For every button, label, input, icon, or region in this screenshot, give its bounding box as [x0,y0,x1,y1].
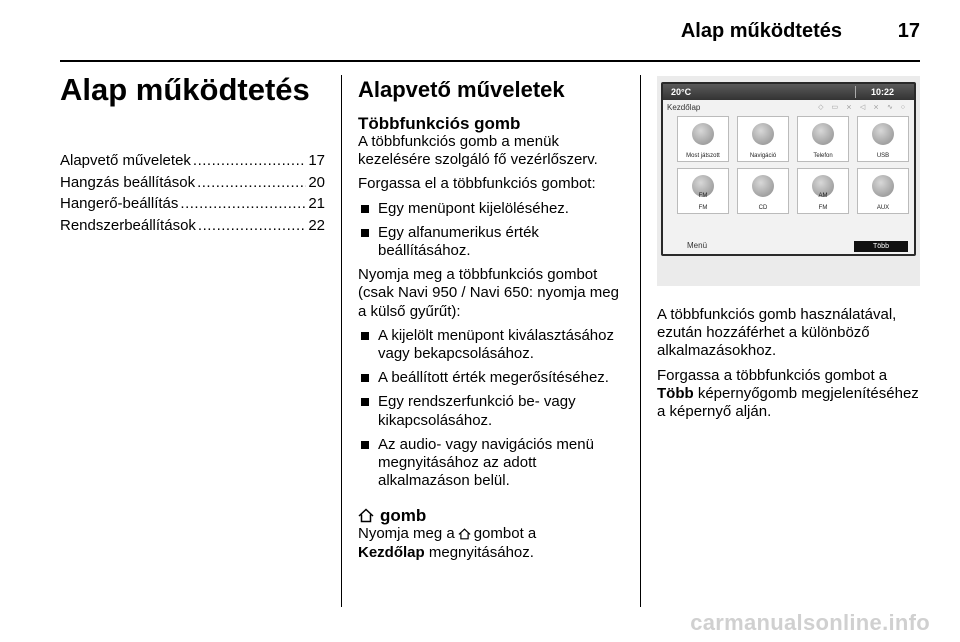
tile-badge: AM [818,193,828,199]
multifunction-intro: A többfunkciós gomb a menük kezelésére szolgáló fő vezérlőszerv. [358,133,598,169]
more-button-paragraph [657,367,920,422]
bullet-text: A kijelölt menüpont kiválasztásához vagy bekapcsolásához. [378,326,614,363]
bullet-item [358,327,628,363]
toc-entry[interactable] [60,150,325,172]
right-column [657,76,920,421]
home-button-text [358,525,628,561]
bullet-text: A beállított érték megerősítéséhez. [378,369,609,387]
bullet-text: Egy menüpont kijelöléséhez. [378,199,569,217]
tile-label: FM [698,205,708,211]
home-bold-word: Kezdőlap [358,543,425,561]
paragraph-text: képernyőgomb megjelenítéséhez a képernyő alján. [657,384,919,421]
temperature-readout: 20°C [671,87,692,97]
bullet-text: Az audio- vagy navigációs menü megnyitásához az adott alkalmazáson belül. [378,435,594,490]
bullet-item [358,200,628,218]
page-number: 17 [897,20,920,42]
main-column [358,76,628,562]
column-divider-2 [640,75,641,607]
bullet-item [358,393,628,429]
bullet-square-icon [361,398,369,406]
tile-cd[interactable] [737,168,789,214]
aux-icon [872,175,894,197]
tile-label: Telefon [813,153,833,159]
bullet-item [358,224,628,260]
more-button[interactable]: Több [854,241,908,252]
toc-entry-page: 17 [308,152,325,169]
toc-entry-page: 22 [308,216,325,234]
bullet-square-icon [361,374,369,382]
toc-leader-dots [197,172,306,194]
home-icon [458,528,471,540]
tile-am[interactable] [797,168,849,214]
tile-label: CD [758,205,768,211]
bullet-square-icon [361,205,369,213]
press-heading: Nyomja meg a többfunkciós gombot (csak Navi 950 / Navi 650: nyomja meg a külső gyűrűt): [358,266,619,320]
tile-badge: FM [698,193,708,199]
page-header-title: Alap működtetés [680,20,842,42]
tile-label: USB [876,153,890,159]
tile-fm[interactable] [677,168,729,214]
home-text-before: Nyomja meg a [358,525,455,543]
status-bar [663,84,914,100]
bullet-item [358,369,628,387]
toc-entry-page: 20 [308,173,325,191]
column-divider-1 [341,75,342,607]
menu-label[interactable]: Menü [687,241,708,250]
home-text-after: megnyitásához. [428,543,534,561]
usb-icon [872,123,894,145]
status-separator [855,86,856,98]
tile-label: FM [818,205,828,211]
right-column-text [657,306,920,421]
table-of-contents [60,150,325,236]
tile-label: Navigáció [749,153,777,159]
toc-leader-dots [180,193,306,215]
toc-entry-label: Hangzás beállítások [60,173,196,191]
home-button-heading [358,506,628,525]
toc-entry[interactable] [60,193,325,215]
paragraph-bold: Több [657,384,694,402]
disc-icon [752,175,774,197]
home-button-title: gomb [380,506,427,526]
tile-phone[interactable] [797,116,849,162]
toc-entry-label: Hangerő-beállítás [60,195,179,212]
tile-usb[interactable] [857,116,909,162]
multifunction-title: Többfunkciós gomb [358,114,521,133]
clock-readout: 10:22 [870,87,894,97]
toc-entry-label: Rendszerbeállítások [60,216,196,234]
turn-heading: Forgassa el a többfunkciós gombot: [358,175,596,193]
home-icon [358,508,374,523]
toc-leader-dots [198,215,306,237]
toc-entry-page: 21 [308,195,325,212]
header-divider [60,60,920,62]
home-screen [663,100,914,254]
bullet-square-icon [361,441,369,449]
bullet-item [358,436,628,491]
tile-label: AUX [876,205,890,211]
toc-entry-label: Alapvető műveletek [60,152,191,169]
watermark: carmanualsonline.info [690,610,930,635]
toc-leader-dots [193,150,306,172]
bullet-text: Egy rendszerfunkció be- vagy kikapcsolásához. [378,393,576,429]
section-title: Alapvető műveletek [358,77,565,102]
bullet-text: Egy alfanumerikus érték beállításához. [378,223,539,260]
image-caption: A többfunkciós gomb használatával, ezután hozzáférhet a különböző alkalmazásokhoz. [657,306,897,360]
chapter-title: Alap működtetés [60,72,310,107]
toc-entry[interactable] [60,215,325,237]
bullet-square-icon [361,229,369,237]
screen-illustration [657,76,920,286]
display-screen [661,82,916,256]
tile-label: Most játszott [686,153,720,159]
toc-entry[interactable] [60,172,325,194]
system-status-icons: ◇ ▭ ⨯ ◁ ⨯ ∿ ○ [818,104,908,111]
tile-navigation[interactable] [737,116,789,162]
map-icon [752,123,774,145]
music-icon [692,123,714,145]
tile-aux[interactable] [857,168,909,214]
paragraph-text: Forgassa a többfunkciós gombot a [657,366,888,384]
home-screen-label: Kezdőlap [667,103,701,112]
home-text-middle: gombot a [473,525,537,543]
tile-now-playing[interactable] [677,116,729,162]
phone-icon [812,123,834,145]
bullet-square-icon [361,332,369,340]
